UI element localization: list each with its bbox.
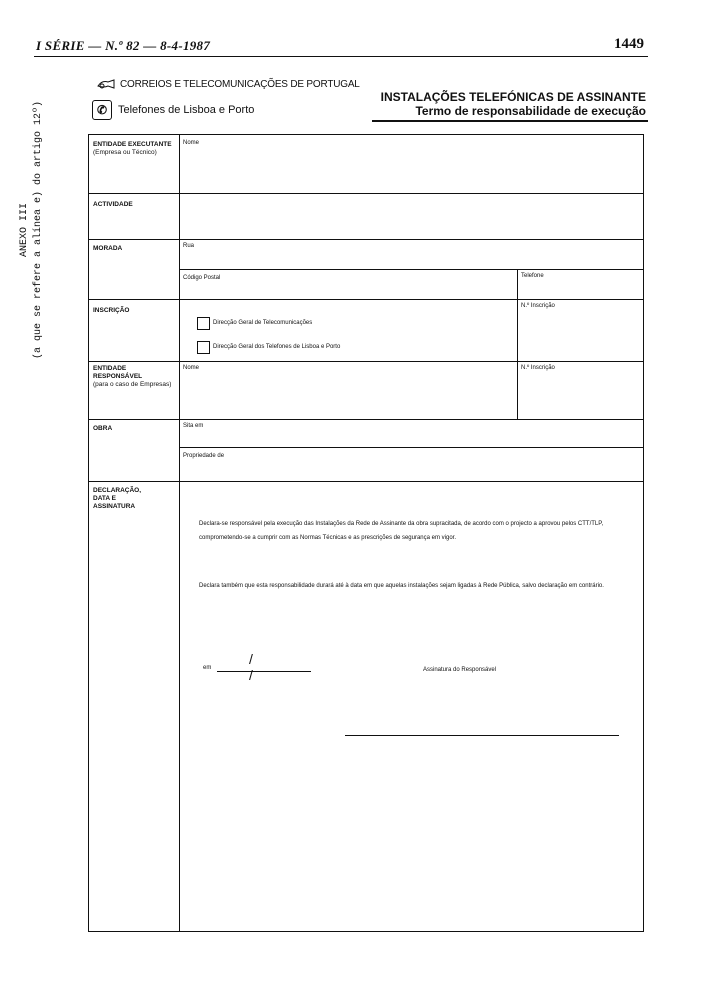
signature-line[interactable] xyxy=(345,735,619,736)
entidade-executante-label: ENTIDADE EXECUTANTE (Empresa ou Técnico) xyxy=(93,141,172,156)
form-title: INSTALAÇÕES TELEFÓNICAS DE ASSINANTE xyxy=(380,90,646,104)
resp-inscricao-divider xyxy=(517,361,518,419)
annex-reference: (a que se refere a alínea e) do artigo 12º) xyxy=(33,100,44,360)
annex-title: ANEXO III xyxy=(19,203,30,258)
telefone-field[interactable]: Telefone xyxy=(521,273,544,279)
page-number: 1449 xyxy=(614,36,644,52)
date-field[interactable] xyxy=(217,651,311,683)
responsibility-form xyxy=(88,134,644,932)
tlp-logo-icon: ✆ xyxy=(92,100,112,120)
row-divider xyxy=(89,419,643,420)
signature-caption: Assinatura do Responsável xyxy=(423,667,497,673)
inscricao-divider xyxy=(517,299,518,361)
row-divider xyxy=(89,481,643,482)
annex-sidebar xyxy=(18,60,78,400)
dgt-option-label: Direcção Geral de Telecomunicações xyxy=(213,320,313,326)
row-divider xyxy=(179,447,643,448)
row-divider xyxy=(89,299,643,300)
inscricao-number-field[interactable]: N.º Inscrição xyxy=(521,303,555,309)
actividade-label: ACTIVIDADE xyxy=(93,201,133,208)
morada-label: MORADA xyxy=(93,245,123,252)
date-separators: / / xyxy=(249,651,273,683)
sita-em-field[interactable]: Sita em xyxy=(183,423,204,429)
executante-nome-field[interactable]: Nome xyxy=(183,140,200,146)
label-column-divider xyxy=(179,135,180,931)
actividade-field[interactable] xyxy=(181,195,641,237)
inscricao-label: INSCRIÇÃO xyxy=(93,307,130,314)
dgtlp-option-label: Direcção Geral dos Telefones de Lisboa e Porto xyxy=(213,344,341,350)
row-divider xyxy=(89,239,643,240)
obra-label: OBRA xyxy=(93,425,113,432)
tlp-name: Telefones de Lisboa e Porto xyxy=(118,104,255,116)
declaration-paragraph-1: Declara-se responsável pela execução das Instalações da Rede de Assinante da obra supracitada, de acordo com o projecto a aprovou pelos CTT/TLP, comprometendo-se a cumprir com as Normas Técnicas e as prescrições de segurança em vigor. xyxy=(199,521,604,541)
header-divider xyxy=(34,56,648,57)
declaration-paragraph-2: Declara também que esta responsabilidade durará até à data em que aquelas instalações sejam ligadas à Rede Pública, salvo declaração em contrário. xyxy=(199,583,604,589)
tlp-org-line xyxy=(92,100,254,120)
ctt-org-line xyxy=(96,78,360,90)
row-divider xyxy=(89,193,643,194)
ctt-name: CORREIOS E TELECOMUNICAÇÕES DE PORTUGAL xyxy=(120,78,360,90)
rua-field[interactable]: Rua xyxy=(183,243,195,249)
form-subtitle: Termo de responsabilidade de execução xyxy=(415,104,646,118)
telefone-divider xyxy=(517,269,518,299)
dgt-checkbox[interactable] xyxy=(197,317,210,330)
post-horn-icon xyxy=(96,78,116,90)
dgtlp-checkbox[interactable] xyxy=(197,341,210,354)
date-prefix: em xyxy=(203,665,212,671)
series-header: I SÉRIE — N.º 82 — 8-4-1987 xyxy=(36,38,211,53)
codigo-postal-field[interactable]: Código Postal xyxy=(183,275,221,281)
title-underline xyxy=(372,120,648,122)
row-divider xyxy=(179,269,643,270)
responsavel-nome-field[interactable]: Nome xyxy=(183,365,200,371)
row-divider xyxy=(89,361,643,362)
declaracao-label: DECLARAÇÃO, DATA E ASSINATURA xyxy=(93,487,142,510)
entidade-responsavel-label: ENTIDADE RESPONSÁVEL (para o caso de Empresas) xyxy=(93,365,172,388)
responsavel-inscricao-field[interactable]: N.º Inscrição xyxy=(521,365,555,371)
propriedade-field[interactable]: Propriedade de xyxy=(183,453,225,459)
